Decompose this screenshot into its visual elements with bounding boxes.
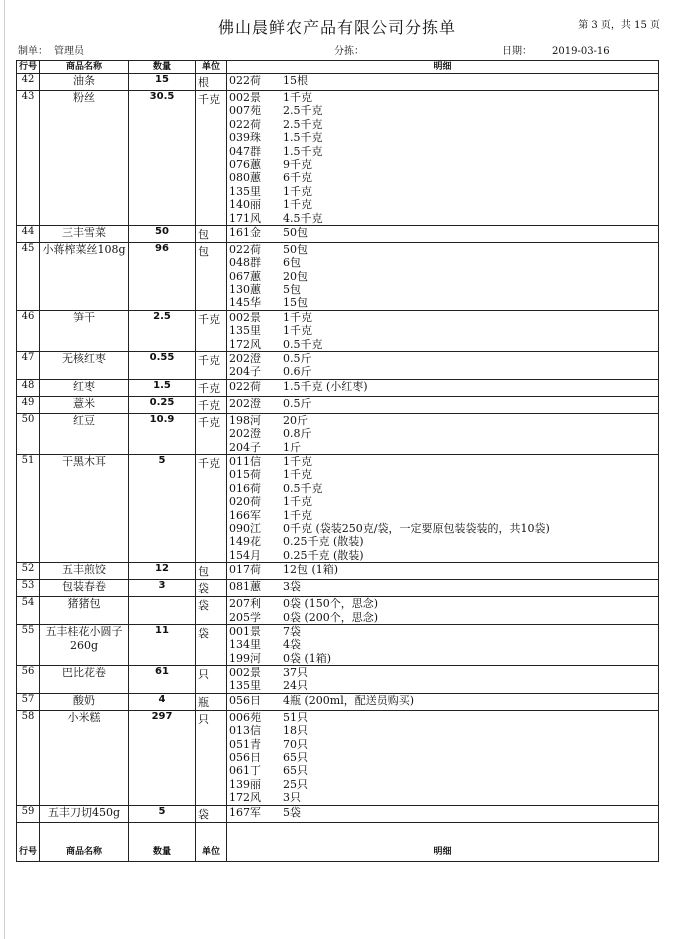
product-name: 小蒋榨菜丝108g [40, 242, 129, 310]
header-detail: 明细 [227, 61, 659, 74]
product-name: 五丰桂花小圆子260g [40, 624, 129, 665]
detail-line [229, 243, 656, 256]
detail-line [229, 482, 656, 495]
store-code: 006苑 [229, 710, 261, 724]
row-number: 45 [17, 242, 40, 310]
detail-amount: 0.5斤 [283, 352, 312, 366]
detail-cell [227, 580, 659, 597]
detail-amount: 70只 [283, 737, 308, 751]
store-code: 204子 [229, 440, 261, 454]
store-code: 039珠 [229, 131, 261, 145]
row-number: 56 [17, 666, 40, 694]
detail-line [229, 509, 656, 522]
footer-header-unit: 单位 [196, 843, 227, 862]
detail-amount: 1.5千克 (小红枣) [283, 379, 368, 393]
detail-line [229, 171, 656, 184]
store-code: 207利 [229, 597, 261, 611]
store-code: 022荷 [229, 74, 261, 87]
detail-line [229, 580, 656, 593]
table-row [17, 413, 659, 454]
detail-line [229, 441, 656, 454]
row-number: 49 [17, 396, 40, 413]
detail-line [229, 597, 656, 610]
detail-amount: 50包 [283, 242, 308, 256]
detail-amount: 65只 [283, 751, 308, 765]
store-code: 149花 [229, 535, 261, 549]
maker-value: 管理员 [54, 46, 84, 57]
store-code: 202澄 [229, 427, 261, 441]
unit: 袋 [196, 624, 227, 665]
detail-line [229, 338, 656, 351]
product-name: 猪猪包 [40, 597, 129, 625]
unit: 瓶 [196, 693, 227, 710]
detail-line [229, 652, 656, 665]
quantity: 50 [129, 225, 196, 242]
detail-amount: 0袋 (1箱) [283, 651, 332, 665]
detail-line [229, 638, 656, 651]
detail-line [229, 791, 656, 804]
store-code: 134里 [229, 638, 261, 652]
header-qty: 数量 [129, 61, 196, 74]
detail-amount: 15根 [283, 74, 308, 87]
quantity: 12 [129, 563, 196, 580]
detail-line [229, 679, 656, 692]
store-code: 002景 [229, 666, 261, 680]
date-value: 2019-03-16 [552, 46, 610, 57]
detail-amount: 4袋 [283, 638, 301, 652]
store-code: 135里 [229, 679, 261, 693]
detail-line [229, 185, 656, 198]
detail-line [229, 751, 656, 764]
detail-amount: 0.5斤 [283, 396, 312, 410]
store-code: 202澄 [229, 396, 261, 410]
detail-amount: 1千克 [283, 454, 312, 468]
footer-header-qty: 数量 [129, 843, 196, 862]
unit: 千克 [196, 310, 227, 351]
detail-line [229, 455, 656, 468]
detail-cell [227, 396, 659, 413]
quantity: 61 [129, 666, 196, 694]
row-number: 57 [17, 693, 40, 710]
table-row [17, 396, 659, 413]
store-code: 011信 [229, 454, 261, 468]
product-name: 五丰煎饺 [40, 563, 129, 580]
store-code: 167军 [229, 805, 261, 819]
unit: 根 [196, 74, 227, 91]
detail-line [229, 104, 656, 117]
detail-amount: 25只 [283, 777, 308, 791]
detail-cell [227, 310, 659, 351]
row-number: 52 [17, 563, 40, 580]
detail-line [229, 806, 656, 819]
detail-cell [227, 805, 659, 822]
detail-line [229, 522, 656, 535]
detail-cell [227, 379, 659, 396]
detail-cell [227, 225, 659, 242]
detail-amount: 0袋 (200个，思念) [283, 610, 379, 624]
store-code: 090江 [229, 521, 261, 535]
detail-amount: 37只 [283, 666, 308, 680]
table-row [17, 805, 659, 822]
table-row [17, 710, 659, 805]
detail-line [229, 74, 656, 87]
detail-line [229, 256, 656, 269]
detail-line [229, 380, 656, 393]
store-code: 051青 [229, 737, 261, 751]
detail-line [229, 738, 656, 751]
product-name: 笋干 [40, 310, 129, 351]
detail-amount: 7袋 [283, 624, 301, 638]
detail-line [229, 397, 656, 410]
unit: 包 [196, 225, 227, 242]
detail-line [229, 711, 656, 724]
store-code: 205学 [229, 610, 261, 624]
product-name: 干黑木耳 [40, 454, 129, 562]
detail-cell [227, 597, 659, 625]
detail-line [229, 118, 656, 131]
quantity: 5 [129, 454, 196, 562]
unit: 千克 [196, 91, 227, 226]
maker-field [18, 42, 84, 57]
store-code: 002景 [229, 91, 261, 104]
quantity: 96 [129, 242, 196, 310]
store-code: 198河 [229, 413, 261, 427]
detail-amount: 1.5千克 [283, 131, 323, 145]
detail-amount: 1千克 [283, 468, 312, 482]
product-name: 巴比花卷 [40, 666, 129, 694]
store-code: 013信 [229, 724, 261, 738]
store-code: 080蕙 [229, 171, 261, 185]
detail-amount: 0.5千克 [283, 337, 323, 351]
detail-amount: 2.5千克 [283, 117, 323, 131]
store-code: 022荷 [229, 242, 261, 256]
detail-cell [227, 666, 659, 694]
document-title: 佛山晨鲜农产品有限公司分拣单 [217, 18, 456, 37]
detail-amount: 15包 [283, 296, 308, 310]
detail-amount: 1千克 [283, 184, 312, 198]
detail-line [229, 563, 656, 576]
row-number: 51 [17, 454, 40, 562]
quantity: 297 [129, 710, 196, 805]
store-code: 161金 [229, 225, 261, 239]
detail-amount: 50包 [283, 225, 308, 239]
quantity: 3 [129, 580, 196, 597]
detail-line [229, 468, 656, 481]
detail-line [229, 764, 656, 777]
table-row [17, 693, 659, 710]
detail-amount: 3袋 [283, 580, 301, 594]
detail-amount: 24只 [283, 679, 308, 693]
quantity: 30.5 [129, 91, 196, 226]
unit: 千克 [196, 352, 227, 380]
detail-amount: 1千克 [283, 198, 312, 212]
store-code: 001景 [229, 624, 261, 638]
detail-amount: 1.5千克 [283, 144, 323, 158]
detail-line [229, 296, 656, 309]
table-row [17, 225, 659, 242]
header-unit: 单位 [196, 61, 227, 74]
product-name: 包装春卷 [40, 580, 129, 597]
detail-amount: 65只 [283, 764, 308, 778]
store-code: 007苑 [229, 104, 261, 118]
unit: 只 [196, 710, 227, 805]
detail-line [229, 549, 656, 562]
detail-line [229, 427, 656, 440]
footer-header-no: 行号 [17, 843, 40, 862]
quantity: 4 [129, 693, 196, 710]
detail-amount: 0.5千克 [283, 481, 323, 495]
quantity: 1.5 [129, 379, 196, 396]
unit: 千克 [196, 396, 227, 413]
spacer-row [17, 822, 659, 843]
detail-cell [227, 454, 659, 562]
store-code: 015荷 [229, 468, 261, 482]
product-name: 三丰雪菜 [40, 225, 129, 242]
product-name: 小米糕 [40, 710, 129, 805]
detail-amount: 1千克 [283, 310, 312, 324]
row-number: 43 [17, 91, 40, 226]
detail-cell [227, 693, 659, 710]
footer-header-row [17, 843, 659, 862]
store-code: 016荷 [229, 481, 261, 495]
detail-line [229, 724, 656, 737]
store-code: 002景 [229, 310, 261, 324]
detail-line [229, 311, 656, 324]
detail-cell [227, 624, 659, 665]
detail-line [229, 352, 656, 365]
detail-amount: 6千克 [283, 171, 312, 185]
table-row [17, 379, 659, 396]
unit: 袋 [196, 580, 227, 597]
sorter-field [334, 42, 364, 57]
detail-amount: 1千克 [283, 324, 312, 338]
detail-amount: 0.25千克 (散装) [283, 548, 364, 562]
store-code: 172风 [229, 337, 261, 351]
detail-line [229, 535, 656, 548]
detail-amount: 1千克 [283, 508, 312, 522]
header-no: 行号 [17, 61, 40, 74]
detail-amount: 18只 [283, 724, 308, 738]
unit: 包 [196, 242, 227, 310]
store-code: 061丁 [229, 764, 261, 778]
store-code: 017荷 [229, 563, 261, 577]
detail-amount: 4.5千克 [283, 211, 323, 225]
detail-cell [227, 242, 659, 310]
product-name: 酸奶 [40, 693, 129, 710]
detail-line [229, 226, 656, 239]
detail-line [229, 270, 656, 283]
row-number: 44 [17, 225, 40, 242]
store-code: 022荷 [229, 379, 261, 393]
maker-label: 制单： [18, 46, 48, 57]
product-name: 油条 [40, 74, 129, 91]
quantity: 10.9 [129, 413, 196, 454]
detail-line [229, 625, 656, 638]
table-row [17, 310, 659, 351]
store-code: 130蕙 [229, 283, 261, 297]
table-row [17, 563, 659, 580]
detail-line [229, 198, 656, 211]
product-name: 无核红枣 [40, 352, 129, 380]
table-row [17, 352, 659, 380]
row-number: 48 [17, 379, 40, 396]
store-code: 140丽 [229, 198, 261, 212]
table-row [17, 624, 659, 665]
detail-line [229, 283, 656, 296]
store-code: 204子 [229, 365, 261, 379]
quantity: 0.25 [129, 396, 196, 413]
quantity [129, 597, 196, 625]
detail-amount: 6包 [283, 256, 301, 270]
store-code: 056日 [229, 751, 261, 765]
detail-line [229, 365, 656, 378]
page-edge [4, 0, 5, 939]
product-name: 薏米 [40, 396, 129, 413]
date-label: 日期： [502, 46, 532, 57]
row-number: 53 [17, 580, 40, 597]
row-number: 47 [17, 352, 40, 380]
detail-line [229, 414, 656, 427]
page-indicator: 第 3 页，共 15 页 [578, 20, 660, 31]
product-name: 粉丝 [40, 91, 129, 226]
store-code: 135里 [229, 324, 261, 338]
picking-table [16, 60, 659, 862]
unit: 千克 [196, 454, 227, 562]
detail-line [229, 611, 656, 624]
detail-amount: 9千克 [283, 157, 312, 171]
table-row [17, 454, 659, 562]
detail-line [229, 212, 656, 225]
product-name: 红枣 [40, 379, 129, 396]
store-code: 067蕙 [229, 269, 261, 283]
detail-amount: 1斤 [283, 440, 301, 454]
footer-header-detail: 明细 [227, 843, 659, 862]
header-name: 商品名称 [40, 61, 129, 74]
detail-amount: 0.6斤 [283, 365, 312, 379]
unit: 千克 [196, 413, 227, 454]
table-row [17, 91, 659, 226]
header-row [17, 61, 659, 74]
quantity: 5 [129, 805, 196, 822]
row-number: 58 [17, 710, 40, 805]
unit: 只 [196, 666, 227, 694]
store-code: 199河 [229, 651, 261, 665]
unit: 袋 [196, 805, 227, 822]
detail-amount: 0千克 (袋装250克/袋，一定要原包装袋装的，共10袋) [283, 521, 550, 535]
row-number: 46 [17, 310, 40, 351]
detail-amount: 51只 [283, 710, 308, 724]
detail-line [229, 778, 656, 791]
detail-line [229, 145, 656, 158]
detail-amount: 1千克 [283, 495, 312, 509]
quantity: 15 [129, 74, 196, 91]
detail-amount: 4瓶 (200ml，配送员购买) [283, 693, 415, 707]
table-row [17, 597, 659, 625]
quantity: 2.5 [129, 310, 196, 351]
row-number: 54 [17, 597, 40, 625]
detail-amount: 20包 [283, 269, 308, 283]
detail-amount: 12包 (1箱) [283, 563, 339, 577]
detail-cell [227, 74, 659, 91]
detail-cell [227, 352, 659, 380]
detail-amount: 5袋 [283, 805, 301, 819]
detail-line [229, 694, 656, 707]
table-row [17, 242, 659, 310]
detail-cell [227, 710, 659, 805]
table-row [17, 666, 659, 694]
store-code: 048群 [229, 256, 261, 270]
detail-amount: 2.5千克 [283, 104, 323, 118]
quantity: 0.55 [129, 352, 196, 380]
unit: 袋 [196, 597, 227, 625]
detail-amount: 0.25千克 (散装) [283, 535, 364, 549]
table-row [17, 580, 659, 597]
sorter-label: 分拣： [334, 46, 364, 57]
row-number: 59 [17, 805, 40, 822]
store-code: 171风 [229, 211, 261, 225]
unit: 包 [196, 563, 227, 580]
unit: 千克 [196, 379, 227, 396]
product-name: 五丰刀切450g [40, 805, 129, 822]
store-code: 020荷 [229, 495, 261, 509]
detail-cell [227, 91, 659, 226]
detail-line [229, 495, 656, 508]
detail-amount: 20斤 [283, 413, 308, 427]
store-code: 056日 [229, 693, 261, 707]
store-code: 145华 [229, 296, 261, 310]
detail-amount: 5包 [283, 283, 301, 297]
store-code: 139丽 [229, 777, 261, 791]
store-code: 022荷 [229, 117, 261, 131]
row-number: 55 [17, 624, 40, 665]
store-code: 081蕙 [229, 580, 261, 594]
detail-line [229, 131, 656, 144]
row-number: 50 [17, 413, 40, 454]
table-row [17, 74, 659, 91]
detail-line [229, 158, 656, 171]
date-field [502, 42, 610, 57]
detail-amount: 0袋 (150个，思念) [283, 597, 379, 611]
detail-line [229, 91, 656, 104]
detail-line [229, 324, 656, 337]
store-code: 076蕙 [229, 157, 261, 171]
store-code: 154月 [229, 548, 261, 562]
detail-amount: 1千克 [283, 91, 312, 104]
product-name: 红豆 [40, 413, 129, 454]
store-code: 202澄 [229, 352, 261, 366]
store-code: 166军 [229, 508, 261, 522]
detail-line [229, 666, 656, 679]
detail-amount: 3只 [283, 791, 301, 805]
store-code: 135里 [229, 184, 261, 198]
detail-amount: 0.8斤 [283, 427, 312, 441]
footer-header-name: 商品名称 [40, 843, 129, 862]
detail-cell [227, 563, 659, 580]
store-code: 047群 [229, 144, 261, 158]
row-number: 42 [17, 74, 40, 91]
quantity: 11 [129, 624, 196, 665]
detail-cell [227, 413, 659, 454]
store-code: 172风 [229, 791, 261, 805]
